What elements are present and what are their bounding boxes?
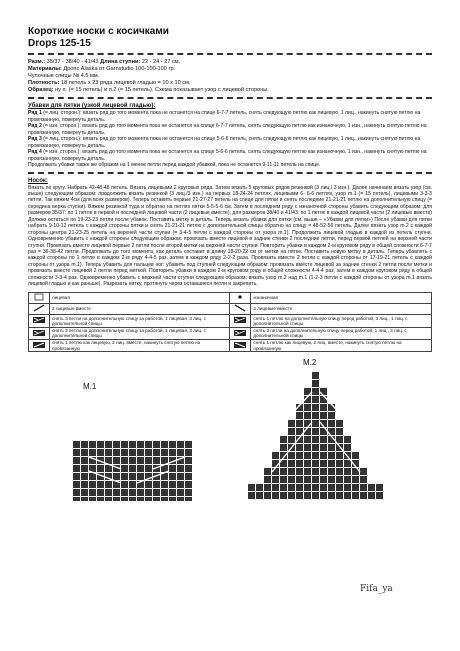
- chart-cell: [312, 396, 319, 403]
- legend-table: [28, 292, 432, 353]
- chart-cell: [89, 489, 96, 496]
- legend-row: [29, 327, 432, 339]
- legend-text: снять 1 петлю на дополнительную спицу перед работой, 3 лиц., 1 лиц. с дополнительной спицы: [251, 315, 432, 327]
- chart-cell: [177, 497, 184, 501]
- chart-cell: [328, 476, 335, 483]
- chart-cell: [145, 441, 152, 448]
- chart-cell: [185, 489, 192, 496]
- heel-row: Ряд 3 (= лиц. сторон.): вязать ряд до того момента пока не останется на спице 5-6-6 петель, снять следующую петлю как лицевую, 1 лиц., накинуть снятую петлю на провязанную, повернуть деталь.: [28, 136, 421, 149]
- chart-cell: [81, 481, 88, 488]
- chart-cell: [344, 444, 351, 451]
- chart-cell: [352, 476, 359, 483]
- chart-cell: [145, 489, 152, 496]
- cable-l2-symbol-icon: [233, 329, 247, 337]
- chart-cell: [89, 497, 96, 501]
- meta-line: Образец: ну п. (= 15 петель) и п.2 (= 15 петель). Схема показывает узор с лицевой стороны.: [28, 87, 269, 93]
- legend-row: [29, 292, 432, 303]
- chart-cell: [336, 428, 343, 435]
- sock-section-title: Носок:: [28, 177, 48, 184]
- chart-cell: [304, 452, 311, 459]
- chart-cell: [320, 476, 327, 483]
- page-title: Короткие носки с косичками: [28, 26, 169, 37]
- chart-cell: [288, 452, 295, 459]
- chart-cell: [288, 428, 295, 435]
- dec-l-symbol-icon: [233, 341, 247, 349]
- chart-cell: [129, 473, 136, 480]
- chart-cell: [113, 441, 120, 448]
- chart-cell: [304, 404, 311, 411]
- chart-cell: [304, 460, 311, 467]
- chart-cell: [320, 484, 327, 491]
- chart-cell: [312, 452, 319, 459]
- chart-cell: [169, 465, 176, 472]
- chart-cell: [272, 452, 279, 459]
- watermark: Fifa_ya: [360, 584, 393, 594]
- chart-cell: [177, 489, 184, 496]
- chart-cell: [153, 497, 160, 501]
- chart-cell: [320, 452, 327, 459]
- chart-cell: [105, 481, 112, 488]
- chart-cell: [344, 436, 351, 443]
- chart-cell: [73, 481, 80, 488]
- chart-cell: [296, 444, 303, 451]
- chart-cell: [296, 420, 303, 427]
- chart-cell: [169, 481, 176, 488]
- cable-r-symbol-icon: [32, 316, 46, 324]
- chart-cell: [121, 441, 128, 448]
- chart-cell: [121, 473, 128, 480]
- chart-cell: [73, 473, 80, 480]
- chart-cell: [105, 489, 112, 496]
- chart-cell: [272, 484, 279, 491]
- legend-text: снять 3 петли на дополнительную спицу за работой, 1 лицевая, 3 лиц. с дополнительной спицы: [50, 315, 230, 327]
- chart-cell: [161, 441, 168, 448]
- chart-cell: [137, 457, 144, 464]
- chart-cell: [280, 484, 287, 491]
- chart-cell: [145, 465, 152, 472]
- chart-m2: [248, 372, 388, 502]
- chart-cell: [312, 436, 319, 443]
- heel-row: Ряд 2 (= изн. сторон.): вязать ряд до того момента пока не останется на спице 6-7-7 петель, снять следующую петлю как изнаночную, 1 изн., накинуть снятую петлю на провязанную, повернуть деталь.: [28, 123, 427, 136]
- chart-cell: [248, 484, 255, 491]
- chart-cell: [177, 473, 184, 480]
- chart-cell: [161, 449, 168, 456]
- legend-symbol: [230, 327, 251, 339]
- cable-r2-symbol-icon: [32, 329, 46, 337]
- chart-cell: [129, 457, 136, 464]
- chart-cell: [344, 484, 351, 491]
- chart-cell: [312, 476, 319, 483]
- chart-cell: [328, 468, 335, 475]
- legend-text: 2 лицевые вместе: [251, 303, 432, 314]
- legend-row: [29, 339, 432, 351]
- chart-cell: [320, 492, 327, 499]
- legend-text: снять 1 петлю как лицевую, 2 лиц. вместе, накинуть снятую петлю на провязанную: [251, 339, 432, 351]
- chart-cell: [153, 489, 160, 496]
- chart-cell: [320, 404, 327, 411]
- chart-cell: [73, 497, 80, 501]
- chart-cell: [97, 449, 104, 456]
- chart-cell: [137, 441, 144, 448]
- chart-cell: [105, 465, 112, 472]
- legend-symbol: [230, 292, 251, 303]
- chart-cell: [280, 492, 287, 499]
- chart-cell: [312, 460, 319, 467]
- chart-cell: [73, 489, 80, 496]
- chart-cell: [336, 468, 343, 475]
- chart-cell: [328, 452, 335, 459]
- legend-symbol: [29, 315, 50, 327]
- chart-cell: [328, 484, 335, 491]
- chart-cell: [256, 492, 263, 499]
- chart-cell: [288, 420, 295, 427]
- chart-cell: [89, 441, 96, 448]
- chart-cell: [129, 481, 136, 488]
- chart-cell: [312, 468, 319, 475]
- chart-cell: [312, 492, 319, 499]
- legend-row: [29, 303, 432, 314]
- chart-cell: [129, 497, 136, 501]
- meta-block: [28, 59, 432, 94]
- chart-cell: [185, 457, 192, 464]
- meta-line: Разм.: 35/37 - 38/40 - 41/43 Длина ступни: 22 - 24 - 27 см.: [28, 59, 181, 65]
- chart-cell: [129, 465, 136, 472]
- chart-m2-label: M.2: [303, 358, 317, 368]
- dashed-divider: [28, 97, 432, 99]
- pattern-page: [28, 26, 432, 506]
- chart-cell: [360, 476, 367, 483]
- chart-cell: [256, 484, 263, 491]
- chart-cell: [248, 492, 255, 499]
- chart-cell: [113, 449, 120, 456]
- chart-cell: [145, 481, 152, 488]
- chart-cell: [304, 412, 311, 419]
- legend-symbol: [29, 303, 50, 314]
- chart-cell: [129, 449, 136, 456]
- chart-cell: [304, 468, 311, 475]
- chart-cell: [288, 468, 295, 475]
- chart-cell: [312, 484, 319, 491]
- chart-cell: [73, 449, 80, 456]
- chart-cell: [113, 489, 120, 496]
- heel-rows: [28, 110, 432, 169]
- chart-cell: [272, 492, 279, 499]
- legend-symbol: [29, 292, 50, 303]
- chart-cell: [296, 412, 303, 419]
- chart-cell: [97, 441, 104, 448]
- chart-cell: [121, 457, 128, 464]
- chart-cell: [304, 484, 311, 491]
- chart-cell: [312, 404, 319, 411]
- legend-symbol: [29, 327, 50, 339]
- chart-cell: [328, 460, 335, 467]
- chart-cell: [137, 473, 144, 480]
- chart-cell: [360, 492, 367, 499]
- chart-cell: [129, 489, 136, 496]
- chart-cell: [344, 468, 351, 475]
- meta-line: Чулочные спицы № 4.5 мм.: [28, 73, 100, 79]
- chart-cell: [352, 492, 359, 499]
- chart-cell: [121, 489, 128, 496]
- chart-cell: [145, 497, 152, 501]
- chart-cell: [344, 476, 351, 483]
- chart-cell: [304, 476, 311, 483]
- chart-cell: [304, 436, 311, 443]
- dot-symbol-icon: [233, 293, 247, 301]
- chart-cell: [177, 441, 184, 448]
- chart-cell: [288, 476, 295, 483]
- heel-row: Ряд 4 (= изн. сторон.): вязать ряд до того момента пока не останется на спице 5-6-6 петель, снять следующую петлю как изнаночную, 1 изн., накинуть снятую петлю на провязанную, повернуть деталь.: [28, 149, 427, 162]
- chart-cell: [368, 484, 375, 491]
- chart-cell: [312, 428, 319, 435]
- dec-r-symbol-icon: [32, 341, 46, 349]
- chart-cell: [272, 476, 279, 483]
- charts-area: [28, 356, 432, 506]
- chart-cell: [328, 420, 335, 427]
- heel-section-title: Убавки для пятки (узкой лицевой гладью):: [28, 103, 156, 109]
- chart-cell: [177, 465, 184, 472]
- chart-cell: [328, 444, 335, 451]
- chart-cell: [161, 481, 168, 488]
- legend-text: 2 лицевые вместе: [50, 303, 230, 314]
- chart-cell: [153, 457, 160, 464]
- ssk-symbol-icon: [233, 304, 247, 312]
- chart-cell: [328, 492, 335, 499]
- legend-row: [29, 315, 432, 327]
- chart-cell: [336, 476, 343, 483]
- chart-cell: [264, 492, 271, 499]
- chart-cell: [81, 473, 88, 480]
- chart-cell: [336, 460, 343, 467]
- legend-symbol: [29, 339, 50, 351]
- legend-text: снять 3 петли на дополнительную спицу за работой, 1 лицевая, 3 лиц. с дополнительной спицы: [50, 327, 230, 339]
- chart-cell: [137, 465, 144, 472]
- chart-cell: [296, 460, 303, 467]
- chart-cell: [153, 481, 160, 488]
- chart-cell: [121, 465, 128, 472]
- meta-line: Материалы: Дропс Alaska от Garnstudio 100-100-100 гр.: [28, 66, 176, 72]
- chart-cell: [121, 481, 128, 488]
- chart-cell: [296, 476, 303, 483]
- chart-cell: [288, 460, 295, 467]
- chart-cell: [97, 481, 104, 488]
- chart-cell: [89, 449, 96, 456]
- heel-row: Ряд 1 (= лиц. сторон.): вязать ряд до того момента пока не останется на спице 6-7-7 петель, снять следующую петлю как лицевую, 1 лиц., накинуть снятую петлю на провязанную, повернуть деталь.: [28, 110, 421, 123]
- legend-text: изнаночная: [251, 292, 432, 303]
- chart-cell: [280, 468, 287, 475]
- chart-cell: [264, 484, 271, 491]
- chart-cell: [177, 449, 184, 456]
- chart-cell: [105, 449, 112, 456]
- k2tog-symbol-icon: [32, 304, 46, 312]
- chart-cell: [73, 457, 80, 464]
- chart-cell: [185, 441, 192, 448]
- chart-cell: [288, 436, 295, 443]
- chart-cell: [185, 465, 192, 472]
- chart-cell: [113, 457, 120, 464]
- chart-cell: [320, 436, 327, 443]
- sock-instructions: Вязать по кругу. Набрать 42-48-48 петель. Вязать лицевыми 2 круговых ряда. Затем вязать 5 круговых рядов резинкой (3 лиц./ 3 изн.). Далее начинаем вязать узор (см. выше) следующим образом: продолжить вязать резинкой (3 лиц./3 изн.) на первых 18-24-24 петлях, лицевыми 6- 6-6 петлях, узор m.1 (= 15 петель), лицевыми 3-3-3 петли. Так вяжем 4см (для всех размеров). Теперь оставить первые 21-27-27 петель на спице для пятки и снять последние 21-21-21 петлю на дополнительную спицу (= середина верха ступни). Вяжем резинкой туда и обратно на петлях пятки 5-5-5-6 см. Затем в последнем ряду с изнаночной стороны убавить следующим образом: для размеров 35/37: по 1 петле в первой и последней лицевой части (2 лицевые вместе); для размеров 38/40 и 41/43: по 1 петле в каждой лицевой части (2 лицевые вместе) Должно остаться по 19-23-23 петли после убавок. Поставить метку в деталь. Теперь вязать убавки для пятки (см. выше – «Убавки для пятки») После убавки для пятки набрать 9-10-12 петель с каждой стороны пятки и снять 21-21-21 петлю с дополнительной спицы обратно на спицу = 48-52-56 петель. Далее вязать узор m.2 с каждой стороны центра 21-23-25 петель на верхней части ступни (= 3-4-5 петли с каждой стороны от узора m.1). Продолжить лицевой гладью в каждой из петель ступни. Одновременно убавить с каждой стороны следующим образом: провязать вместе лицевой в задние стенки 2 последние петли, перед первой петлей на верхней части ступни. Провязать вместе лицевой первые 2 петли после второй метки на верхней части ступни. Повторить убавки в каждом 2-м круговом ряду в общей сложности 6-7-7 раз = 36-38-42 петли. Продолжать до того момента, как деталь составит в длину 18-20-22 см от метки на пятке. Поставить новую метку в деталь. Теперь убавлять с каждой стороны по 1 петле в каждом 2-м ряду 4-4-5 раз, затем в каждом ряду 2-2-2 раза. Провязать вместе 2 петли с каждой стороны от 17-19-21 петель с каждой стороны от узора m.1). Теперь убавить для пальцев ног: убавить под ступней следующим образом: провязать вместе лицевой за задние стенки 2 петли после метки и провязать вместе лицевой 2 петли перед меткой. Повторить убавки в каждом 2-м круговом ряду в общей сложности 4-4-4 раз, затем в каждом круговом ряду в общей сложности 3-3-4 раз. Одновременно убавить с верхней части ступни следующим образом: вязать узор m.2 над m.1 (1-2-3 петли с каждой стороны от узора m.1 вязать лицевой гладью и как раньше). Разрезать нитку, протянуть через оставшиеся петли и закрепить.: [28, 184, 432, 288]
- chart-cell: [113, 497, 120, 501]
- chart-cell: [105, 497, 112, 501]
- chart-cell: [161, 489, 168, 496]
- chart-cell: [145, 449, 152, 456]
- chart-cell: [336, 452, 343, 459]
- chart-cell: [169, 449, 176, 456]
- chart-cell: [185, 449, 192, 456]
- chart-cell: [344, 492, 351, 499]
- dashed-divider: [28, 53, 432, 55]
- dashed-divider: [28, 172, 432, 174]
- chart-cell: [81, 497, 88, 501]
- chart-cell: [121, 497, 128, 501]
- chart-cell: [312, 420, 319, 427]
- meta-line: Плотность: 18 петель x 23 ряда лицевой гладью = 10 x 10 см.: [28, 80, 191, 86]
- chart-cell: [328, 412, 335, 419]
- chart-cell: [73, 441, 80, 448]
- chart-cell: [360, 484, 367, 491]
- chart-cell: [161, 457, 168, 464]
- chart-cell: [105, 441, 112, 448]
- chart-cell: [336, 420, 343, 427]
- chart-cell: [336, 436, 343, 443]
- chart-cell: [304, 444, 311, 451]
- legend-text: снять 3 петли на дополнительную спицу перед работой, 1 лиц., 3 лиц. с дополнительной спицы: [251, 327, 432, 339]
- chart-cell: [296, 492, 303, 499]
- chart-cell: [145, 457, 152, 464]
- chart-cell: [97, 489, 104, 496]
- chart-cell: [129, 441, 136, 448]
- chart-cell: [312, 388, 319, 395]
- chart-cell: [296, 452, 303, 459]
- chart-cell: [185, 473, 192, 480]
- chart-cell: [169, 441, 176, 448]
- legend-symbol: [230, 303, 251, 314]
- chart-cell: [296, 484, 303, 491]
- pattern-number: Drops 125-15: [28, 38, 91, 49]
- empty-symbol-icon: [32, 293, 46, 301]
- chart-cell: [153, 441, 160, 448]
- chart-cell: [280, 476, 287, 483]
- chart-cell: [169, 473, 176, 480]
- chart-cell: [97, 497, 104, 501]
- chart-cell: [336, 484, 343, 491]
- chart-cell: [288, 484, 295, 491]
- chart-cell: [376, 492, 383, 499]
- chart-cell: [137, 489, 144, 496]
- legend-symbol: [230, 315, 251, 327]
- legend-text: лицевая: [50, 292, 230, 303]
- chart-cell: [177, 481, 184, 488]
- chart-cell: [81, 457, 88, 464]
- chart-cell: [113, 473, 120, 480]
- chart-cell: [320, 460, 327, 467]
- chart-cell: [336, 492, 343, 499]
- chart-cell: [89, 481, 96, 488]
- chart-cell: [296, 468, 303, 475]
- chart-cell: [352, 484, 359, 491]
- chart-cell: [320, 412, 327, 419]
- chart-cell: [153, 449, 160, 456]
- legend-text: снять 1 петлю как лицевую, 2 лиц. вместе, накинуть снятую петлю на провязанную: [50, 339, 230, 351]
- cable-l-symbol-icon: [233, 316, 247, 324]
- chart-cell: [81, 465, 88, 472]
- chart-cell: [344, 460, 351, 467]
- chart-cell: [169, 497, 176, 501]
- chart-cell: [360, 468, 367, 475]
- chart-cell: [288, 492, 295, 499]
- chart-cell: [304, 492, 311, 499]
- chart-cell: [185, 497, 192, 501]
- heel-row: Продолжать убавки также же образом на 1 менее петли перед каждой убавкой, пока не останется 9-11-11 петель на спице.: [28, 162, 321, 168]
- chart-cell: [368, 492, 375, 499]
- chart-cell: [81, 441, 88, 448]
- legend-symbol: [230, 339, 251, 351]
- chart-m1: [73, 401, 203, 501]
- chart-cell: [264, 476, 271, 483]
- chart-cell: [73, 465, 80, 472]
- chart-cell: [280, 444, 287, 451]
- chart-cell: [185, 481, 192, 488]
- chart-cell: [376, 484, 383, 491]
- chart-cell: [121, 449, 128, 456]
- chart-m1-label: M.1: [83, 382, 97, 392]
- chart-cell: [137, 449, 144, 456]
- chart-cell: [89, 473, 96, 480]
- chart-cell: [280, 436, 287, 443]
- chart-cell: [81, 489, 88, 496]
- chart-cell: [352, 452, 359, 459]
- chart-cell: [264, 468, 271, 475]
- chart-cell: [312, 372, 319, 379]
- chart-cell: [320, 444, 327, 451]
- chart-cell: [97, 465, 104, 472]
- chart-cell: [137, 497, 144, 501]
- chart-cell: [161, 497, 168, 501]
- chart-cell: [312, 380, 319, 387]
- chart-cell: [320, 468, 327, 475]
- chart-cell: [320, 396, 327, 403]
- chart-cell: [169, 489, 176, 496]
- chart-cell: [81, 449, 88, 456]
- chart-cell: [312, 412, 319, 419]
- chart-cell: [312, 444, 319, 451]
